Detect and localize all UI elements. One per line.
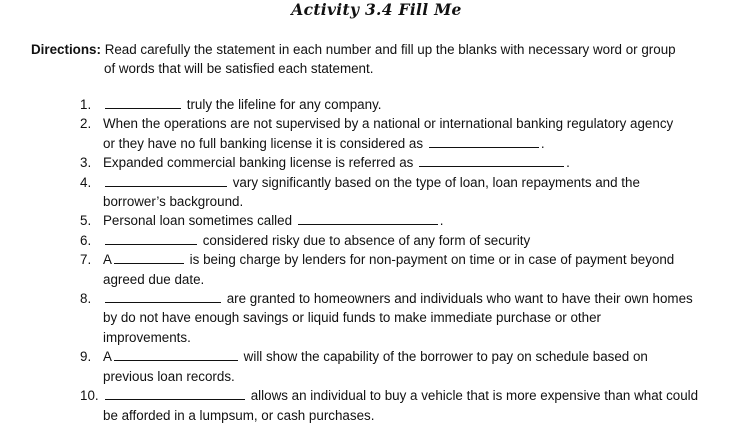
- directions: [31, 40, 736, 78]
- item-text: considered risky due to absence of any form of security: [202, 232, 531, 248]
- fill-in-list: [0, 95, 753, 425]
- list-item-4: [0, 173, 753, 212]
- item-text: will show the capability of the borrower to pay on schedule based on: [243, 349, 648, 365]
- item-number: 10.: [80, 388, 99, 404]
- list-item-10: [0, 386, 753, 425]
- item-text-cont: improvements.: [103, 329, 191, 345]
- item-text: are granted to homeowners and individuals who want to have their own homes: [226, 291, 693, 307]
- blank-field[interactable]: [114, 348, 238, 361]
- blank-field[interactable]: [298, 212, 438, 225]
- item-text: truly the lifeline for any company.: [186, 97, 382, 112]
- blank-field[interactable]: [105, 232, 197, 245]
- directions-label: Directions:: [31, 42, 101, 57]
- activity-title: Activity 3.4 Fill Me: [291, 0, 462, 19]
- blank-field[interactable]: [105, 387, 245, 400]
- item-text-cont: be afforded in a lumpsum, or cash purchases.: [103, 407, 375, 423]
- blank-field[interactable]: [105, 96, 181, 109]
- item-prefix: A: [103, 349, 112, 365]
- item-number: 9.: [80, 349, 92, 365]
- blank-field[interactable]: [105, 290, 221, 303]
- item-number: 7.: [80, 252, 92, 268]
- list-item-7: [0, 250, 753, 289]
- list-item-3: [0, 153, 753, 172]
- item-text-cont: previous loan records.: [103, 368, 235, 384]
- item-number: 5.: [80, 213, 92, 229]
- item-text-cont: or they have no full banking license it is considered as: [103, 135, 424, 151]
- item-text: vary significantly based on the type of loan, loan repayments and the: [232, 174, 640, 190]
- item-text: Expanded commercial banking license is referred as: [103, 155, 414, 171]
- item-text-cont: agreed due date.: [103, 271, 205, 287]
- list-item-9: [0, 347, 753, 386]
- directions-text-line1: Read carefully the statement in each number and fill up the blanks with necessary word or group: [104, 42, 676, 57]
- item-prefix: A: [103, 252, 112, 268]
- item-text-cont: by do not have enough savings or liquid funds to make immediate purchase or other: [103, 310, 601, 326]
- blank-field[interactable]: [114, 251, 184, 264]
- item-number: 2.: [80, 116, 92, 132]
- list-item-2: [0, 114, 753, 153]
- item-end: .: [540, 135, 545, 151]
- list-item-5: [0, 211, 753, 230]
- list-item-6: [0, 231, 753, 250]
- item-text: allows an individual to buy a vehicle that is more expensive than what could: [250, 388, 699, 404]
- item-number: 4.: [80, 174, 92, 190]
- blank-field[interactable]: [419, 154, 564, 167]
- item-text: When the operations are not supervised by a national or international banking regulatory agency: [103, 116, 674, 132]
- item-number: 3.: [80, 155, 92, 171]
- list-item-8: [0, 289, 753, 347]
- blank-field[interactable]: [429, 135, 539, 148]
- item-text: Personal loan sometimes called: [103, 213, 293, 229]
- item-text-cont: borrower’s background.: [103, 194, 244, 210]
- blank-field[interactable]: [105, 174, 227, 187]
- directions-text-line2: of words that will be satisfied each statement.: [104, 61, 374, 76]
- item-number: 6.: [80, 232, 92, 248]
- item-number: 8.: [80, 291, 92, 307]
- item-end: .: [439, 213, 444, 229]
- list-item-1: [0, 95, 753, 114]
- item-number: 1.: [80, 97, 92, 112]
- item-text: is being charge by lenders for non-payment on time or in case of payment beyond: [189, 252, 675, 268]
- item-end: .: [566, 155, 570, 171]
